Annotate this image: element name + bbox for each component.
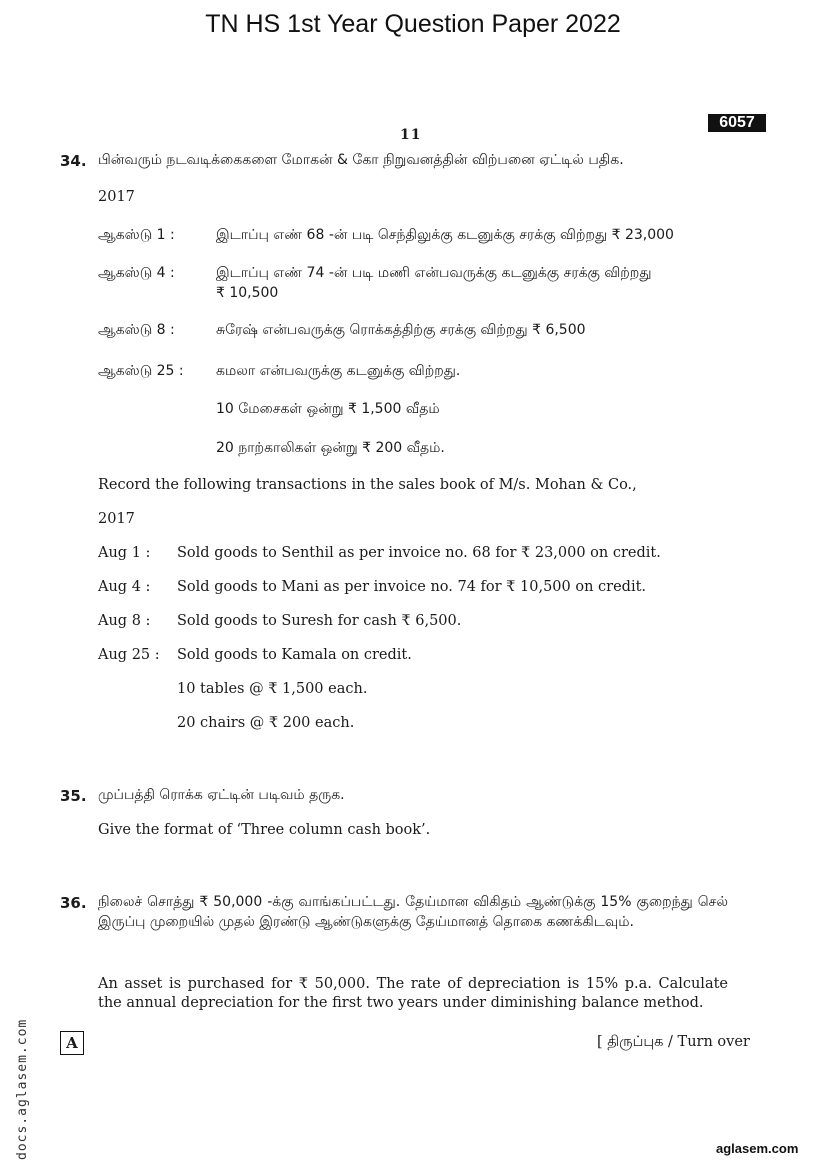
q34-tamil-date: ஆகஸ்டு 25 : [98, 363, 184, 379]
q34-tamil-entry-amount: ₹ 10,500 [216, 285, 279, 301]
q34-english-date: Aug 25 : [98, 647, 160, 663]
q34-tamil-date: ஆகஸ்டு 8 : [98, 322, 175, 338]
q34-english-subitem: 20 chairs @ ₹ 200 each. [177, 715, 355, 731]
site-logo[interactable]: aglasem.com [716, 1141, 799, 1156]
q34-english-subitem: 10 tables @ ₹ 1,500 each. [177, 681, 368, 697]
q34-tamil-entry-text: இடாப்பு எண் 68 -ன் படி செந்திலுக்கு கடனுக்கு சரக்கு விற்றது ₹ 23,000 [216, 227, 674, 243]
question-number-36: 36. [60, 894, 87, 912]
q34-english-date: Aug 8 : [98, 613, 151, 629]
watermark-text: docs.aglasem.com [15, 1018, 30, 1160]
q34-tamil-entry-text: இடாப்பு எண் 74 -ன் படி மணி என்பவருக்கு கடனுக்கு சரக்கு விற்றது [216, 265, 652, 281]
q34-english-date: Aug 1 : [98, 545, 151, 561]
q34-tamil-year: 2017 [98, 189, 135, 205]
q34-tamil-date: ஆகஸ்டு 1 : [98, 227, 175, 243]
q36-english: An asset is purchased for ₹ 50,000. The rate of depreciation is 15% p.a. Calculate the annual depreciation for the first two years under diminishing balance method. [98, 976, 728, 1011]
q34-tamil-subitem: 20 நாற்காலிகள் ஒன்று ₹ 200 வீதம். [216, 440, 445, 456]
q35-tamil: முப்பத்தி ரொக்க ஏட்டின் படிவம் தருக. [98, 787, 345, 803]
q34-english-year: 2017 [98, 511, 135, 527]
q36-tamil: நிலைச் சொத்து ₹ 50,000 -க்கு வாங்கப்பட்டது. தேய்மான விகிதம் ஆண்டுக்கு 15% குறைந்து செல் இருப்பு முறையில் முதல் இரண்டு ஆண்டுகளுக்கு தேய்மானத் தொகை கணக்கிடவும். [98, 894, 728, 930]
q34-tamil-subitem: 10 மேசைகள் ஒன்று ₹ 1,500 வீதம் [216, 401, 440, 417]
q34-tamil-intro: பின்வரும் நடவடிக்கைகளை மோகன் & கோ நிறுவனத்தின் விற்பனை ஏட்டில் பதிக. [98, 152, 624, 168]
page-number: 11 [400, 127, 422, 143]
q34-tamil-entry-text: சுரேஷ் என்பவருக்கு ரொக்கத்திற்கு சரக்கு விற்றது ₹ 6,500 [216, 322, 586, 338]
q34-english-date: Aug 4 : [98, 579, 151, 595]
question-number-35: 35. [60, 787, 87, 805]
document-title: TN HS 1st Year Question Paper 2022 [205, 10, 621, 38]
q35-english: Give the format of ‘Three column cash book’. [98, 822, 431, 838]
q34-english-entry-text: Sold goods to Mani as per invoice no. 74 for ₹ 10,500 on credit. [177, 579, 647, 595]
q34-english-entry-text: Sold goods to Suresh for cash ₹ 6,500. [177, 613, 462, 629]
q34-english-entry-text: Sold goods to Kamala on credit. [177, 647, 412, 663]
q34-english-entry-text: Sold goods to Senthil as per invoice no. 68 for ₹ 23,000 on credit. [177, 545, 661, 561]
question-number-34: 34. [60, 152, 87, 170]
q34-english-intro: Record the following transactions in the sales book of M/s. Mohan & Co., [98, 477, 637, 493]
paper-code-badge: 6057 [708, 114, 766, 132]
turn-over-note: [ திருப்புக / Turn over [597, 1034, 750, 1050]
q34-tamil-date: ஆகஸ்டு 4 : [98, 265, 175, 281]
version-box: A [60, 1031, 84, 1055]
q34-tamil-entry-text: கமலா என்பவருக்கு கடனுக்கு விற்றது. [216, 363, 461, 379]
